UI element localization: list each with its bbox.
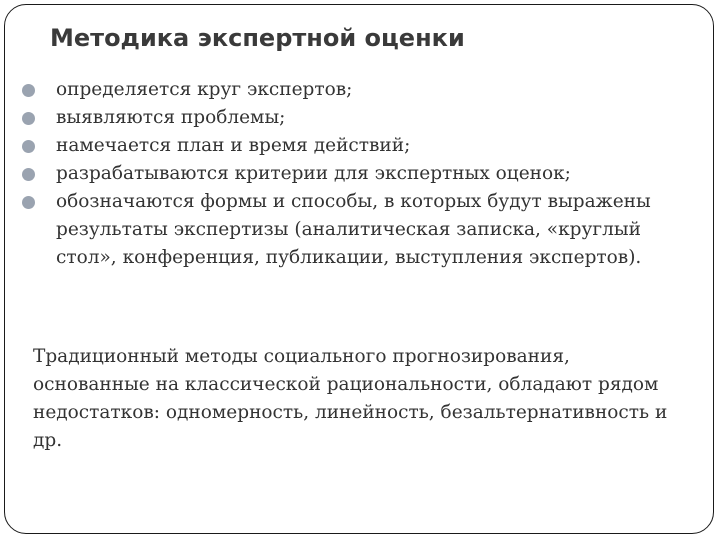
bullet-text: определяется круг экспертов; <box>56 79 353 100</box>
bullet-dot-icon <box>22 84 35 97</box>
bullet-item <box>20 132 685 160</box>
bullet-item <box>20 188 685 272</box>
bullet-dot-icon <box>22 168 35 181</box>
bullet-item <box>20 76 685 104</box>
body-paragraph: Традиционный методы социального прогнозирования, основанные на классической рациональности, обладают рядом недостатков: одномерность, линейность, безальтернативность и др. <box>33 346 668 451</box>
bullet-text: намечается план и время действий; <box>56 135 411 156</box>
bullet-dot-icon <box>22 140 35 153</box>
bullet-item <box>20 160 685 188</box>
bullet-text: обозначаются формы и способы, в которых будут выражены результаты экспертизы (аналитическая записка, «круглый стол», конференция, публикации, выступления экспертов). <box>56 191 651 268</box>
bullet-list <box>20 76 685 272</box>
bullet-text: разрабатываются критерии для экспертных оценок; <box>56 163 571 184</box>
slide-title: Методика экспертной оценки <box>50 24 465 52</box>
bullet-dot-icon <box>22 196 35 209</box>
bullet-text: выявляются проблемы; <box>56 107 286 128</box>
bullet-dot-icon <box>22 112 35 125</box>
bullet-item <box>20 104 685 132</box>
